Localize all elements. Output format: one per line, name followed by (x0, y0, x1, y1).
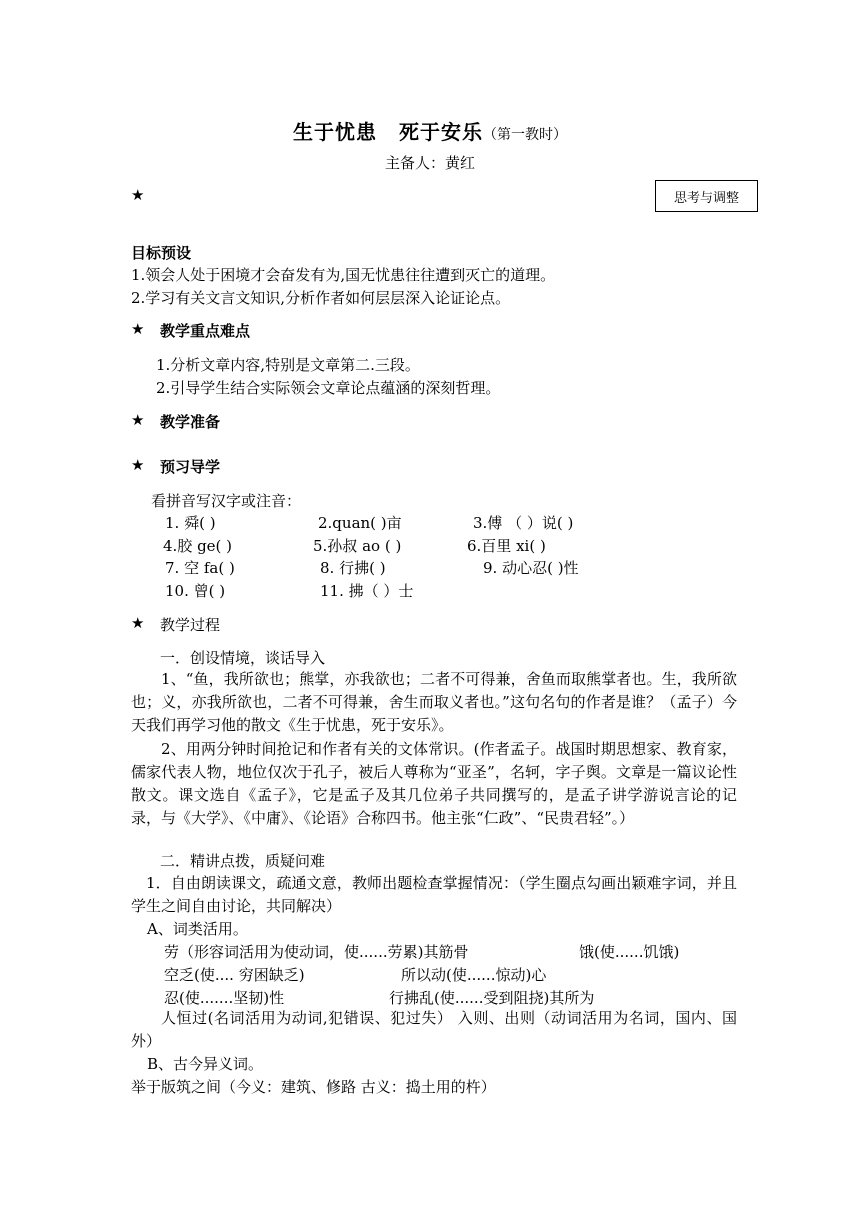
preview-item: 4.胶 ge( ) (163, 537, 233, 555)
side-note-box (655, 180, 758, 212)
author-line: 主备人：黄红 (384, 154, 475, 172)
a-item: 饿(使......饥饿) (579, 943, 680, 961)
star-icon: ★ (131, 614, 145, 632)
title-main: 生于忧患 (293, 120, 377, 144)
preview-item: 1. 舜( ) (165, 514, 216, 532)
a-item: 所以动(使......惊动)心 (401, 966, 547, 984)
preview-intro: 看拼音写汉字或注音： (151, 492, 302, 510)
process-paragraph-2: 2、用两分钟时间抢记和作者有关的文体常识。(作者孟子。战国时期思想家、教育家，儒家代表人物，地位仅次于孔子，被后人尊称为“亚圣”，名轲，字子舆。文章是一篇议论性散文。课文选自《孟子》，它是孟子及其几位弟子共同撰写的，是孟子讲学游说言论的记录，与《大学》、《中庸》、《论语》合称四书。他主张“仁政”、“民贵君轻”。） (131, 740, 737, 827)
goals-heading: 目标预设 (131, 244, 192, 262)
page-title (0, 116, 860, 145)
key-item-2: 2.引导学生结合实际领会文章论点蕴涵的深刻哲理。 (156, 379, 501, 397)
a-item: 忍(使.......坚韧)性 (164, 989, 285, 1007)
preview-heading: 预习导学 (160, 458, 221, 476)
star-icon: ★ (131, 186, 145, 204)
b-item: 举于版筑之间（今义：建筑、修路 古义：捣土用的杵） (131, 1078, 496, 1096)
process-part-1: 一．创设情境，谈话导入 (160, 649, 326, 667)
preview-item: 8. 行拂( ) (320, 559, 386, 577)
process-heading: 教学过程 (160, 616, 221, 634)
b-heading: B、古今异义词。 (147, 1055, 264, 1073)
process-paragraph-1: 1、“鱼，我所欲也；熊掌，亦我欲也；二者不可得兼，舍鱼而取熊掌者也。生，我所欲也；义，亦我所欲也，二者不可得兼，舍生而取义者也。”这句名句的作者是谁？（孟子）今天我们再学习他的散文《生于忧患，死于安乐》。 (131, 670, 737, 734)
prep-heading: 教学准备 (160, 413, 221, 431)
process-paragraph-3: 1．自由朗读课文，疏通文意，教师出题检查掌握情况：（学生圈点勾画出颖难字词，并且学生之间自由讨论，共同解决） (131, 874, 737, 915)
preview-item: 10. 曾( ) (165, 582, 226, 600)
goal-item-2: 2.学习有关文言文知识,分析作者如何层层深入论证论点。 (131, 289, 511, 307)
process-part-2: 二．精讲点拨，质疑问难 (160, 852, 326, 870)
key-heading: 教学重点难点 (160, 322, 251, 340)
star-icon: ★ (131, 411, 145, 429)
side-note-label: 思考与调整 (673, 190, 739, 206)
preview-item: 9. 动心忍( )性 (483, 559, 579, 577)
preview-item: 3.傅 （ ）说( ) (473, 514, 574, 532)
title-main-2: 死于安乐 (399, 120, 483, 144)
a-heading: A、词类活用。 (147, 920, 248, 938)
preview-item: 6.百里 xi( ) (467, 537, 546, 555)
a-item: 空乏(使.... 穷困缺乏) (164, 966, 305, 984)
star-icon: ★ (131, 320, 145, 338)
preview-item: 7. 空 fa( ) (165, 559, 235, 577)
preview-item: 2.quan( )亩 (318, 514, 402, 532)
a-item: 行拂乱(使......受到阻挠)其所为 (389, 989, 595, 1007)
key-item-1: 1.分析文章内容,特别是文章第二.三段。 (156, 356, 420, 374)
goal-item-1: 1.领会人处于困境才会奋发有为,国无忧患往往遭到灭亡的道理。 (131, 266, 556, 284)
a-item: 劳（形容词活用为使动词，使......劳累)其筋骨 (164, 943, 469, 961)
star-icon: ★ (131, 456, 145, 474)
a-item-wrap: 人恒过(名词活用为动词,犯错误、犯过失） 入则、出则（动词活用为名词，国内、国外） (131, 1009, 737, 1050)
preview-item: 5.孙叔 ao ( ) (313, 537, 402, 555)
preview-item: 11. 拂（ ）士 (320, 582, 414, 600)
title-sub: （第一教时） (483, 127, 567, 143)
